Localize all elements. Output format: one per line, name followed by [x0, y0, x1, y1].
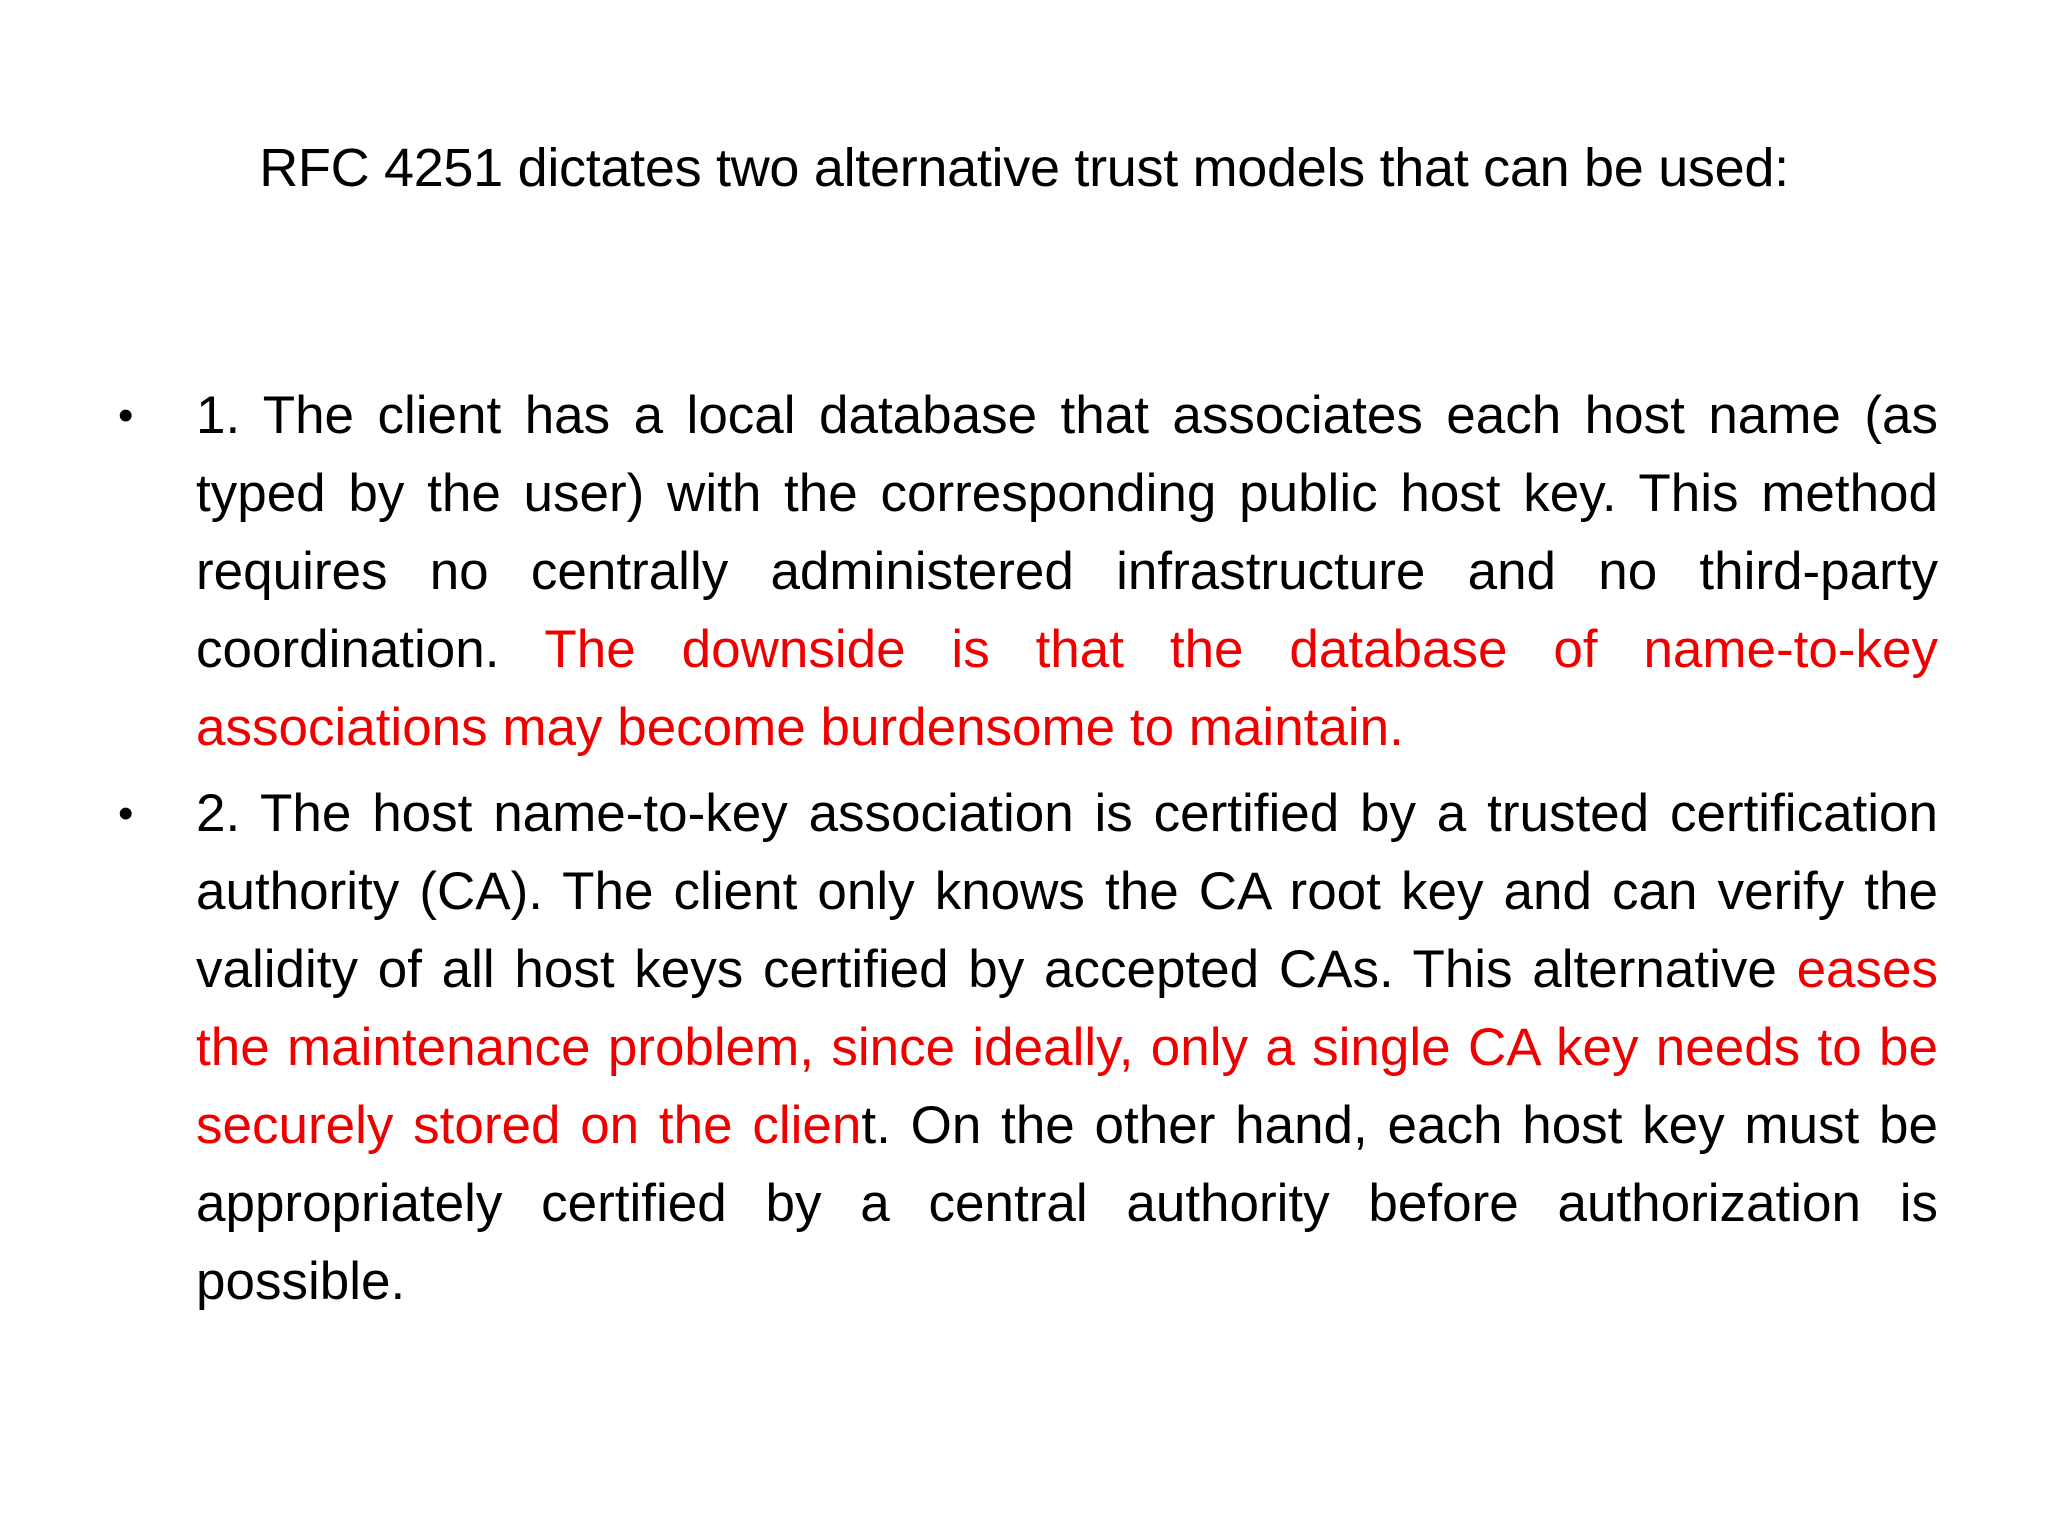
bullet-list — [118, 377, 1938, 1329]
bullet-icon: • — [118, 789, 134, 838]
bullet-item-trust-model-2 — [118, 775, 1938, 1321]
bullet-text: 1. The client has a local database that associates each host name (as typed by the user) with the corresponding public host key. This method requires no centrally administered infrastructure and no third-party coordination. — [196, 386, 1938, 679]
highlighted-text: The downside is that the database of name-to-key associations may become burdensome to maintain. — [196, 620, 1938, 757]
bullet-item-trust-model-1 — [118, 377, 1938, 767]
slide-title: RFC 4251 dictates two alternative trust models that can be used: — [259, 138, 1789, 198]
bullet-text: 2. The host name-to-key association is certified by a trusted certification authority (CA). The client only knows the CA root key and can verify the validity of all host keys certified by accepted CAs. This alternative — [196, 784, 1938, 999]
bullet-text-continued: t. On the other hand, each host key must be appropriately certified by a central authority before authorization is possible. — [196, 1096, 1939, 1311]
bullet-icon: • — [118, 391, 134, 440]
highlighted-text: eases the maintenance problem, since ideally, only a single CA key needs to be securely stored on the clien — [196, 940, 1938, 1155]
